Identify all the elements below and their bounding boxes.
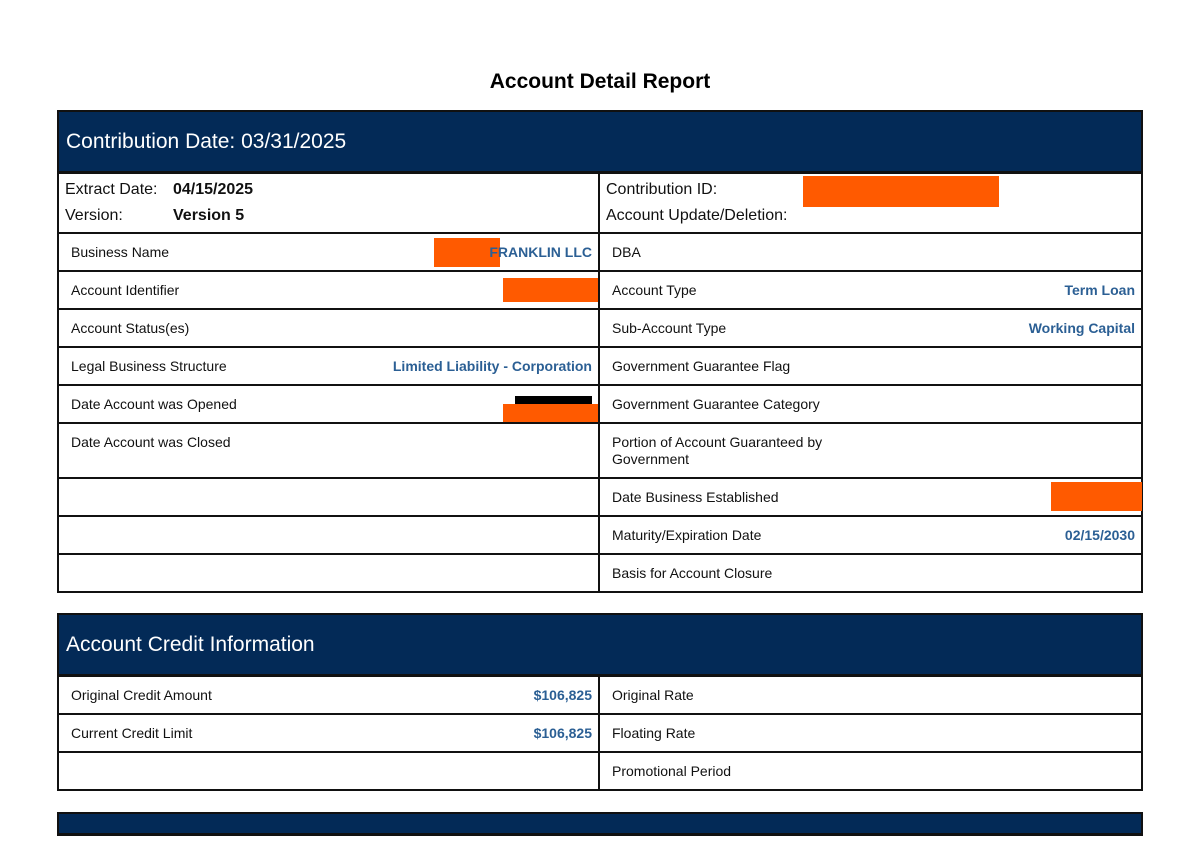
government-guarantee-category-label: Government Guarantee Category	[612, 396, 820, 412]
current-credit-limit-value: $106,825	[533, 725, 592, 741]
account-identifier-row	[59, 272, 598, 310]
contribution-id-label: Contribution ID:	[606, 181, 718, 198]
floating-rate-label: Floating Rate	[612, 725, 696, 741]
legal-business-structure-value: Limited Liability - Corporation	[392, 358, 592, 374]
contribution-date-text: Contribution Date: 03/31/2025	[66, 129, 347, 153]
contribution-id-redaction	[803, 176, 999, 207]
credit-right-column	[600, 677, 1141, 791]
account-update-line	[606, 207, 787, 225]
contribution-left-column	[59, 234, 600, 593]
dba-label: DBA	[612, 244, 641, 260]
account-status-row	[59, 310, 598, 348]
date-opened-redaction	[503, 404, 598, 422]
date-opened-black-redaction	[515, 396, 592, 404]
meta-right	[600, 174, 1141, 232]
current-credit-limit-row	[59, 715, 598, 753]
empty-row	[59, 517, 598, 555]
original-rate-row	[600, 677, 1141, 715]
original-credit-amount-label: Original Credit Amount	[71, 687, 212, 703]
version-value: Version 5	[173, 207, 245, 224]
maturity-date-value: 02/15/2030	[1064, 527, 1135, 543]
business-name-row	[59, 234, 598, 272]
account-identifier-label: Account Identifier	[71, 282, 180, 298]
next-section-band	[57, 812, 1143, 836]
account-identifier-redaction	[503, 278, 598, 302]
legal-business-structure-row	[59, 348, 598, 386]
account-type-value: Term Loan	[1064, 282, 1135, 298]
original-rate-label: Original Rate	[612, 687, 694, 703]
date-opened-label: Date Account was Opened	[71, 396, 237, 412]
credit-header-text: Account Credit Information	[66, 632, 315, 656]
date-opened-row	[59, 386, 598, 424]
empty-row	[59, 555, 598, 593]
promotional-period-label: Promotional Period	[612, 763, 732, 779]
date-business-established-label: Date Business Established	[612, 489, 779, 505]
account-update-label: Account Update/Deletion:	[606, 207, 788, 224]
floating-rate-row	[600, 715, 1141, 753]
maturity-date-row	[600, 517, 1141, 555]
original-credit-amount-row	[59, 677, 598, 715]
contribution-right-column	[600, 234, 1141, 593]
version-line	[65, 207, 245, 225]
sub-account-type-value: Working Capital	[1028, 320, 1135, 336]
credit-section	[57, 613, 1143, 791]
business-name-label: Business Name	[71, 244, 170, 260]
contribution-section	[57, 110, 1143, 593]
portion-guaranteed-row	[600, 424, 1141, 479]
portion-guaranteed-label-line2: Government	[612, 451, 690, 467]
empty-row	[59, 753, 598, 791]
account-type-label: Account Type	[612, 282, 697, 298]
sub-account-type-label: Sub-Account Type	[612, 320, 727, 336]
credit-grid	[57, 677, 1143, 791]
meta-left	[59, 174, 600, 232]
current-credit-limit-label: Current Credit Limit	[71, 725, 193, 741]
credit-left-column	[59, 677, 600, 791]
date-closed-label: Date Account was Closed	[71, 434, 231, 450]
date-business-established-redaction	[1051, 482, 1142, 511]
report-title: Account Detail Report	[489, 70, 711, 93]
account-status-label: Account Status(es)	[71, 320, 190, 336]
maturity-date-label: Maturity/Expiration Date	[612, 527, 762, 543]
contribution-date-header	[57, 110, 1143, 174]
original-credit-amount-value: $106,825	[533, 687, 592, 703]
version-label: Version:	[65, 207, 123, 224]
government-guarantee-flag-label: Government Guarantee Flag	[612, 358, 791, 374]
report-meta	[57, 174, 1143, 234]
dba-row	[600, 234, 1141, 272]
next-section-header	[57, 812, 1143, 836]
account-type-row	[600, 272, 1141, 310]
extract-date-line	[65, 181, 254, 199]
extract-date-value: 04/15/2025	[173, 181, 254, 198]
government-guarantee-category-row	[600, 386, 1141, 424]
date-closed-row	[59, 424, 598, 479]
contribution-grid	[57, 234, 1143, 593]
date-business-established-row	[600, 479, 1141, 517]
portion-guaranteed-label	[612, 434, 822, 468]
credit-header	[57, 613, 1143, 677]
government-guarantee-flag-row	[600, 348, 1141, 386]
business-name-value: FRANKLIN LLC	[489, 244, 592, 260]
sub-account-type-row	[600, 310, 1141, 348]
promotional-period-row	[600, 753, 1141, 791]
basis-for-closure-row	[600, 555, 1141, 593]
contribution-id-line	[606, 181, 717, 199]
basis-for-closure-label: Basis for Account Closure	[612, 565, 773, 581]
portion-guaranteed-label-line1: Portion of Account Guaranteed by	[612, 434, 823, 450]
extract-date-label: Extract Date:	[65, 181, 158, 198]
legal-business-structure-label: Legal Business Structure	[71, 358, 227, 374]
empty-row	[59, 479, 598, 517]
